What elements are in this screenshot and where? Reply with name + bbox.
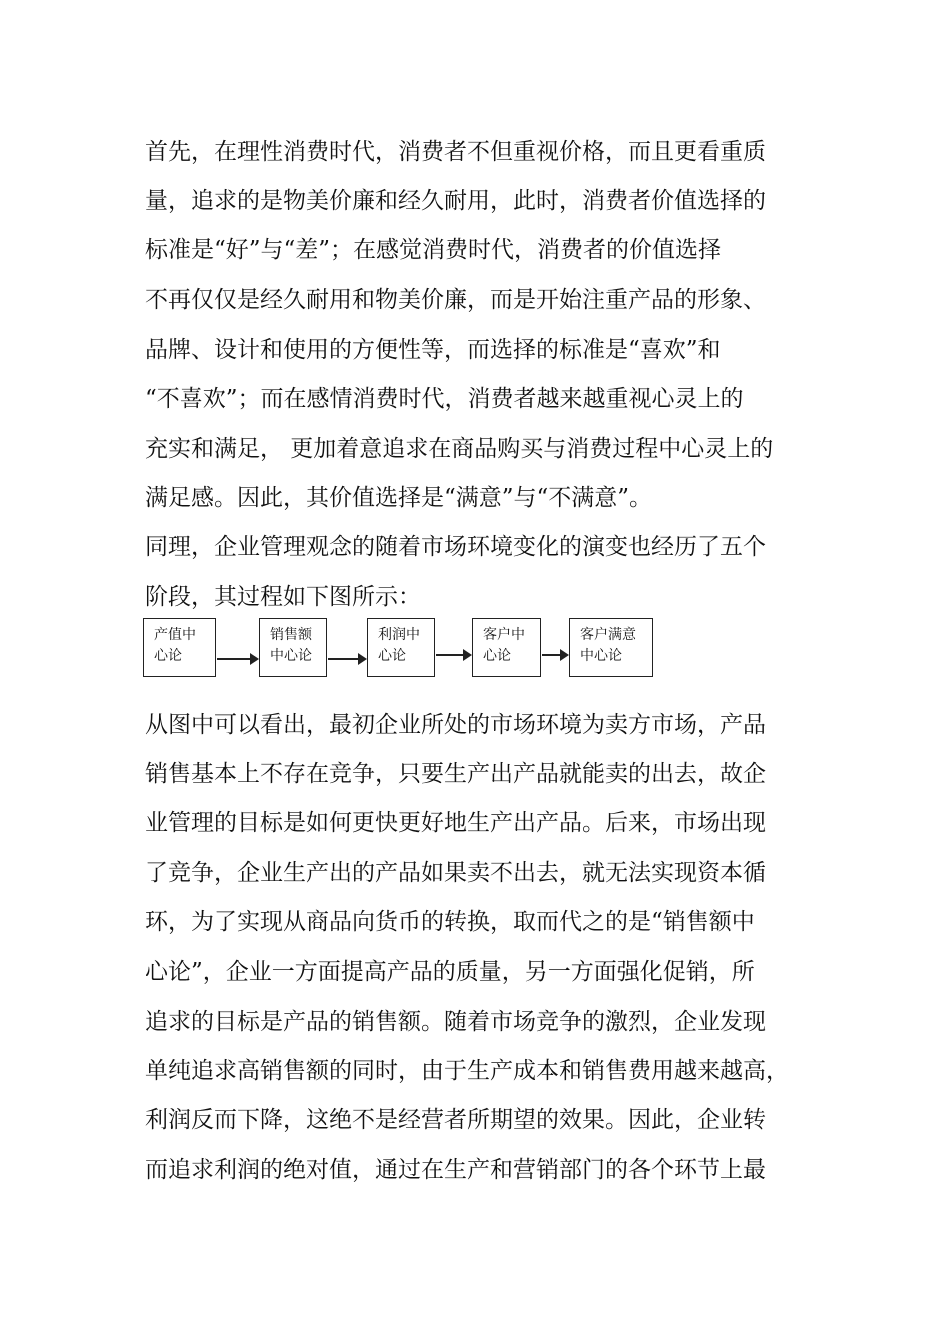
paragraph-1-line-4: 不再仅仅是经久耐用和物美价廉，而是开始注重产品的形象、 [145, 287, 766, 313]
flow-arrow-4 [542, 654, 567, 656]
flow-box-3-line-1: 利润中 [378, 627, 420, 643]
flow-box-4-line-1: 客户中 [483, 627, 525, 643]
paragraph-2-line-2: 阶段，其过程如下图所示： [145, 584, 421, 610]
paragraph-1-line-8: 满足感。因此，其价值选择是“满意”与“不满意”。 [145, 485, 653, 511]
paragraph-3-line-8: 单纯追求高销售额的同时，由于生产成本和销售费用越来越高， [145, 1058, 789, 1084]
flow-arrow-2 [328, 658, 365, 660]
flow-box-output-center [143, 618, 216, 677]
flow-box-1-line-1: 产值中 [154, 627, 196, 643]
flow-arrow-3 [436, 654, 470, 656]
paragraph-1-line-3: 标准是“好”与“差”；在感觉消费时代，消费者的价值选择 [145, 237, 722, 263]
flow-box-customer-center [472, 618, 541, 677]
flow-box-2-line-2: 中心论 [270, 648, 312, 664]
flow-box-5-line-2: 中心论 [580, 648, 622, 664]
paragraph-1-line-5: 品牌、设计和使用的方便性等，而选择的标准是“喜欢”和 [145, 337, 721, 363]
management-concept-flow-diagram [143, 612, 663, 684]
paragraph-3-line-5: 环，为了实现从商品向货币的转换，取而代之的是“销售额中 [145, 909, 755, 935]
paragraph-3-line-4: 了竞争，企业生产出的产品如果卖不出去，就无法实现资本循 [145, 860, 766, 886]
paragraph-3-line-1: 从图中可以看出，最初企业所处的市场环境为卖方市场，产品 [145, 712, 766, 738]
paragraph-2-line-1: 同理，企业管理观念的随着市场环境变化的演变也经历了五个 [145, 534, 766, 560]
paragraph-1-line-2: 量，追求的是物美价廉和经久耐用，此时，消费者价值选择的 [145, 188, 766, 214]
flow-arrow-1 [217, 658, 257, 660]
flow-box-4-line-2: 心论 [483, 648, 511, 664]
paragraph-1-line-1: 首先，在理性消费时代，消费者不但重视价格，而且更看重质 [145, 139, 766, 165]
paragraph-1-line-7: 充实和满足， 更加着意追求在商品购买与消费过程中心灵上的 [145, 436, 774, 462]
flow-box-profit-center [367, 618, 435, 677]
paragraph-3-line-3: 业管理的目标是如何更快更好地生产出产品。后来，市场出现 [145, 810, 766, 836]
flow-box-2-line-1: 销售额 [270, 627, 312, 643]
paragraph-3-line-2: 销售基本上不存在竞争，只要生产出产品就能卖的出去，故企 [145, 761, 766, 787]
paragraph-3-line-9: 利润反而下降，这绝不是经营者所期望的效果。因此，企业转 [145, 1107, 766, 1133]
flow-box-customer-satisfaction-center [569, 618, 653, 677]
flow-box-3-line-2: 心论 [378, 648, 406, 664]
flow-box-5-line-1: 客户满意 [580, 627, 636, 643]
flow-box-sales-center [259, 618, 327, 677]
flow-box-1-line-2: 心论 [154, 648, 182, 664]
paragraph-3-line-7: 追求的目标是产品的销售额。随着市场竞争的激烈，企业发现 [145, 1009, 766, 1035]
paragraph-3-line-10: 而追求利润的绝对值，通过在生产和营销部门的各个环节上最 [145, 1157, 766, 1183]
paragraph-3-line-6: 心论”，企业一方面提高产品的质量，另一方面强化促销，所 [145, 959, 755, 985]
paragraph-1-line-6: “不喜欢”；而在感情消费时代，消费者越来越重视心灵上的 [145, 386, 744, 412]
